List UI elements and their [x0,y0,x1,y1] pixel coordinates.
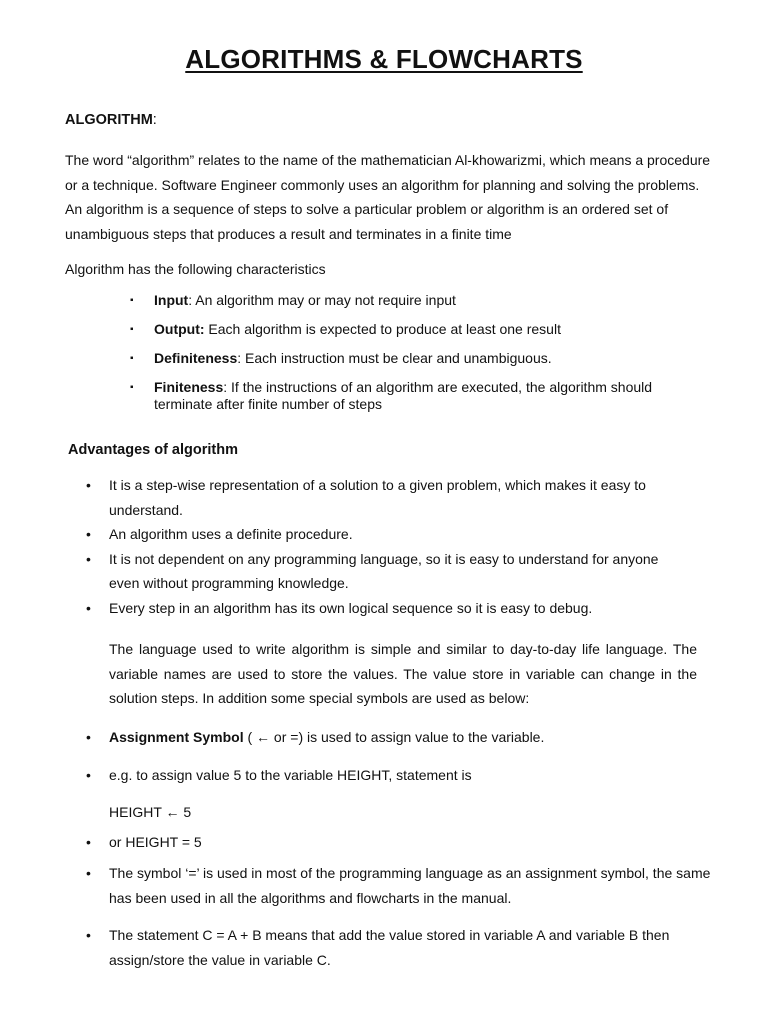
bullet-icon: • [86,865,91,881]
list-item [86,522,686,547]
bullet-icon: • [86,526,91,542]
bullet-icon: ▪ [130,353,134,364]
bullet-icon: • [86,550,91,567]
characteristic-term: Finiteness [154,379,224,395]
list-item [86,547,686,596]
characteristic-text: : If the instructions of an algorithm are executed, the algorithm should terminate after finite number of steps [154,379,653,412]
characteristics-intro: Algorithm has the following characteristics [65,261,326,277]
bullet-icon: ▪ [130,324,134,335]
bullet-icon: ▪ [130,295,134,306]
characteristic-term: Output: [154,321,205,337]
or-height-item [86,830,729,855]
list-item [86,473,686,522]
or-height-text: or HEIGHT = 5 [109,834,202,850]
advantage-text: It is not dependent on any programming language, so it is easy to understand for anyone even without programming knowledge. [109,550,659,591]
advantages-list [86,473,686,620]
algorithm-heading-label: ALGORITHM [65,112,153,128]
characteristic-text: : An algorithm may or may not require input [188,292,456,308]
bullet-icon: • [86,767,91,783]
assignment-symbol-item [86,725,729,750]
intro-paragraph: The word “algorithm” relates to the name of the mathematician Al-khowarizmi, which means a procedure or a technique. Software Engineer commonly uses an algorithm for planning and solving the problems. An algorithm is a sequence of steps to solve a particular problem or algorithm is an ordered set of unambiguous steps that produces a result and terminates in a finite time [65,152,711,242]
assignment-term: Assignment Symbol [109,729,244,745]
characteristics-list [130,292,690,425]
list-item [86,596,686,621]
statement-note-item [86,923,729,972]
assignment-text: ( ← or =) is used to assign value to the variable. [243,729,545,745]
characteristic-term: Definiteness [154,350,238,366]
advantage-text: An algorithm uses a definite procedure. [109,526,353,542]
example-text: e.g. to assign value 5 to the variable HEIGHT, statement is [109,767,472,783]
advantages-heading: Advantages of algorithm [68,442,238,458]
bullet-icon: • [86,927,91,943]
bullet-icon: • [86,599,91,616]
list-item [130,350,690,367]
bullet-icon: • [86,729,91,745]
page-title: ALGORITHMS & FLOWCHARTS [185,44,583,74]
characteristic-text: : Each instruction must be clear and unambiguous. [237,350,552,366]
symbol-note-item [86,861,729,910]
algorithm-heading-colon: : [152,112,157,128]
list-item [130,321,690,338]
characteristic-term: Input [154,292,189,308]
statement-note-text: The statement C = A + B means that add the value stored in variable A and variable B then assign/store the value in variable C. [109,927,670,968]
bullet-icon: ▪ [130,382,134,393]
advantage-text: It is a step-wise representation of a solution to a given problem, which makes it easy to understand. [109,477,646,518]
bullet-icon: • [86,477,91,493]
advantage-text: Every step in an algorithm has its own logical sequence so it is easy to debug. [109,599,593,616]
characteristic-text: Each algorithm is expected to produce at least one result [204,321,561,337]
list-item [130,292,690,309]
algorithm-heading [65,112,157,128]
list-item [130,379,690,413]
bullet-icon: • [86,834,91,850]
symbol-note-text: The symbol ‘=’ is used in most of the programming language as an assignment symbol, the same has been used in all the algorithms and flowcharts in the manual. [109,865,711,906]
height-arrow-statement: HEIGHT ← 5 [109,804,192,820]
example-item [86,763,729,788]
language-paragraph: The language used to write algorithm is simple and similar to day-to-day life language. The variable names are used to store the values. The value store in variable can change in the solution steps. In addition some special symbols are used as below: [109,641,697,706]
